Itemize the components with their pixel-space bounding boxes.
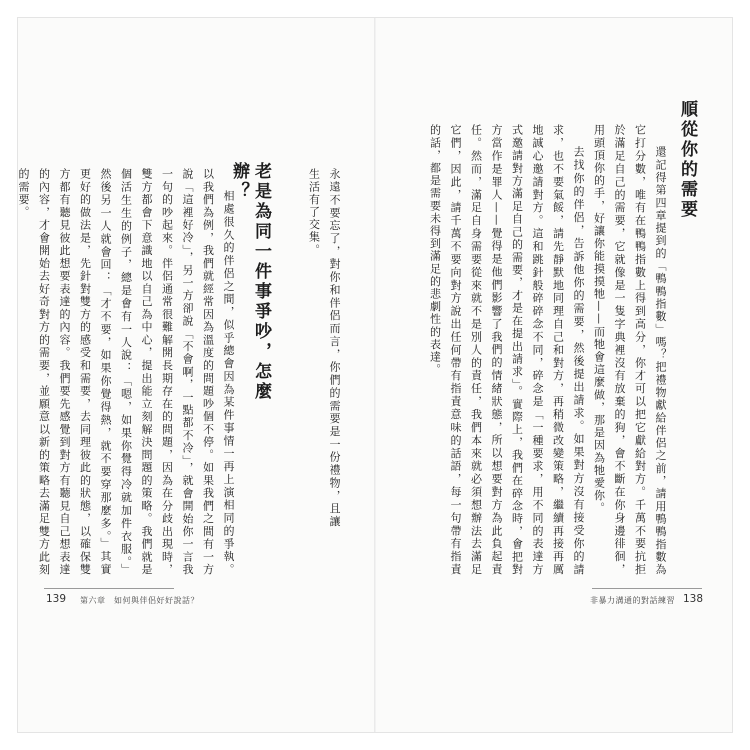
right-section-heading: 順從你的需要 <box>677 100 697 220</box>
left-running-title: 第六章 如何與伴侶好好說話？ <box>80 596 199 605</box>
left-paragraph-1: 相處很久的伴侶之間，似乎總會因為某件事情一再上演相同的爭執。以我們為例，我們就經常因為溫度的問題吵個不停。如果我們之間有一方說「這裡好冷」，另一方卻說「不會啊，一點都不冷」，就會開始你一言我一句的吵起來。伴侶通常很難解開長期存在的問題，因為在分歧出現時，雙方都會下意識地以自己為中心，提出能立刻解決問題的策略。我們就是個活生生的例子，總是會有一人說：「嗯，如果你覺得冷就加件衣服。」然後另一人就會回：「才不要，如果你覺得熱，就不要穿那麼多。」其實更好的做法是，先針對雙方的感受和需要，去同理彼此的狀態，以確保雙方都有聽見彼此想要表達的內容。我們要先感覺到對方有聽見自己想表達的內容，才會開始去好奇對方的需要，並願意以新的策略去滿足雙方此刻的需要。 <box>17 168 235 576</box>
left-footer-rule <box>44 588 174 589</box>
book-gutter <box>374 18 376 732</box>
right-page-number: 138 <box>683 593 704 605</box>
right-footer-rule <box>592 588 702 589</box>
left-page-number: 139 <box>46 593 67 605</box>
right-paragraph-2: 去找你的伴侶，告訴他你的需要，然後提出請求。如果對方沒有接受你的請求，也不要氣餒，請先靜默地同理自己和對方，再稍微改變策略，繼續再接再厲地誠心邀請對方。這和跳針般碎碎念不同，碎念是「一種要求，用不同的表達方式邀請對方滿足自己的需要，才是在提出請求」。實際上，我們在碎念時，會把對方當作是罪人——覺得是他們影響了我們的情緒狀態，所以想要對方為此負起責任。然而，滿足自身需要從來就不是別人的責任，我們本來就必須想辦法去滿足它們，因此，請千萬不要向對方說出任何帶有指責意味的話語，每一句帶有指責的話，都是需要未得到滿足的悲劇性的表達。 <box>428 124 585 576</box>
left-section-heading: 老是為同一件事爭吵，怎麼辦？ <box>229 162 271 402</box>
left-body-text <box>17 168 238 576</box>
right-body-text <box>408 124 670 576</box>
left-intro-paragraph: 永遠不要忘了，對你和伴侶而言，你們的需要是一份禮物，且讓生活有了交集。 <box>307 168 341 528</box>
right-paragraph-1: 還記得第四章提到的「鴨鴨指數」嗎？把禮物獻給伴侶之前，請用鴨鴨指數為它打分數，唯有在鴨鴨指數上得到高分，你才可以把它獻給對方。千萬不要抗拒於滿足自己的需要，它就像是一隻字典裡沒有放棄的狗，會不斷在你身邊徘徊，用頭頂你的手，好讓你能摸摸牠——而牠會這麼做，那是因為牠愛你。 <box>592 124 667 576</box>
left-intro-text <box>300 168 344 528</box>
right-running-title: 非暴力溝通的對話練習 <box>590 596 675 605</box>
